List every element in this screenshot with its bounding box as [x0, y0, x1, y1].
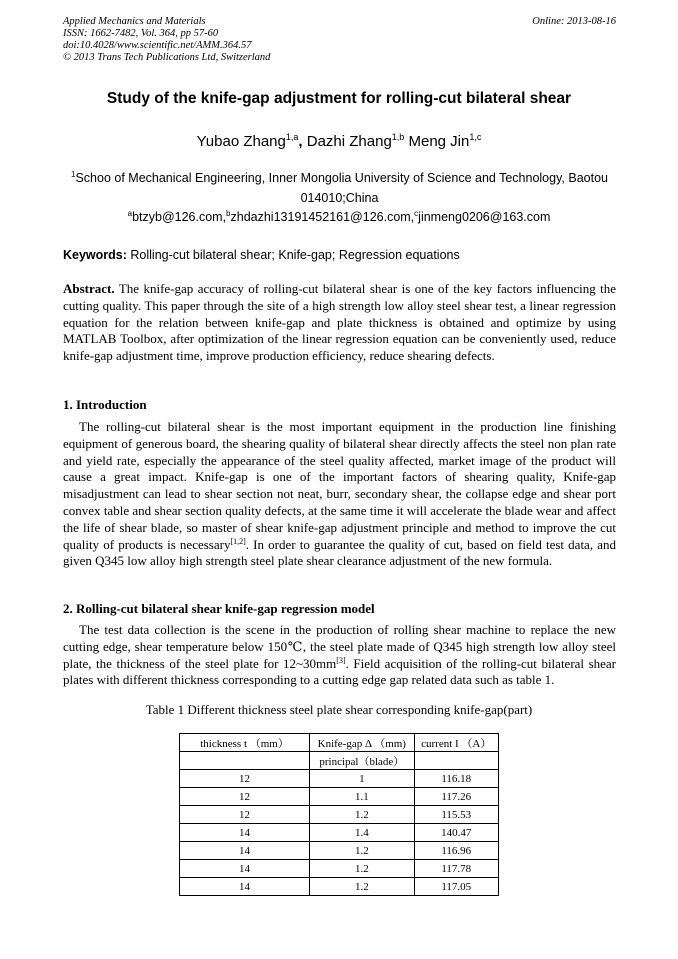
- doi-line: doi:10.4028/www.scientific.net/AMM.364.57: [63, 40, 252, 51]
- paragraph-text: . In order to guarantee the quality of cut, based on field test data, and given Q345 low alloy high strength steel plate shear clearance adjustment of the new formula.: [63, 536, 616, 569]
- table-subheader-row: [180, 752, 499, 770]
- table-cell: 14: [180, 860, 310, 878]
- table-row: [180, 860, 499, 878]
- table-cell: 1.4: [310, 824, 414, 842]
- author-name: Meng Jin: [408, 133, 470, 150]
- journal-header: [63, 16, 616, 64]
- section-heading-regression-model: 2. Rolling-cut bilateral shear knife-gap regression model: [63, 601, 375, 616]
- author-sup: 1,b: [391, 132, 405, 142]
- table-caption: Table 1 Different thickness steel plate shear corresponding knife-gap(part): [145, 702, 533, 717]
- table-cell: 14: [180, 878, 310, 896]
- keywords-text: Rolling-cut bilateral shear; Knife-gap; Regression equations: [130, 248, 460, 262]
- table-header-cell: current I （A）: [414, 734, 498, 752]
- table-cell: [414, 752, 498, 770]
- table-cell: 14: [180, 842, 310, 860]
- introduction-paragraph: [63, 419, 616, 570]
- email-sup: c: [414, 209, 419, 218]
- section-heading-introduction: 1. Introduction: [63, 397, 147, 412]
- table-cell: 12: [180, 788, 310, 806]
- table-header-cell: thickness t （mm）: [180, 734, 310, 752]
- table-header-cell: Knife-gap Δ （mm): [310, 734, 414, 752]
- affiliation-sup: 1: [71, 170, 76, 179]
- paragraph-text: The rolling-cut bilateral shear is the most important equipment in the production line finishing equipment of generous board, the shearing quality of bilateral shear directly affects the steel non plan rate and yield rate, especially the appearance of the steel quality affected, market image of the product will cause a great impact. Knife-gap is one of the important factors of shearing quality, Knife-gap misadjustment can lead to shear section not neat, burr, secondary shear, the collapse edge and shear port convex table and shear section quality defects, at the same time it will accelerate the blade wear and affect the life of shear blade, so master of shear knife-gap adjustment principle and method to improve the cut quality of products is necessary: [63, 419, 616, 552]
- table-cell: 14: [180, 824, 310, 842]
- keywords: [63, 248, 460, 262]
- paragraph-text: . Field acquisition of the rolling-cut bilateral shear plates with different thickness corresponding to a cutting edge gap related data such as table 1.: [63, 655, 617, 688]
- table-cell: 115.53: [414, 806, 498, 824]
- email-sup: b: [226, 209, 231, 218]
- email-address: btzyb@126.com,: [132, 210, 227, 224]
- paragraph-text: The test data collection is the scene in the production of rolling shear machine to replace the new cutting edge, shear temperature below 150℃, the steel plate made of Q345 high strength low alloy steel plate, the thickness of the steel plate for 12~30mm: [63, 622, 616, 671]
- table-cell: 140.47: [414, 824, 498, 842]
- citation-ref: [1,2]: [230, 536, 246, 546]
- email-list: [0, 209, 678, 224]
- citation-ref: [3]: [336, 655, 346, 665]
- table-cell: 1.2: [310, 860, 414, 878]
- table-cell: 1: [310, 770, 414, 788]
- data-table: [179, 733, 499, 896]
- keywords-label: Keywords:: [63, 248, 127, 262]
- table-header-row: [180, 734, 499, 752]
- table-cell: 116.18: [414, 770, 498, 788]
- abstract-text: The knife-gap accuracy of rolling-cut bilateral shear is one of the key factors influencing the cutting quality. This paper through the site of a high strength low alloy steel shear test, a linear regression equation for the relation between knife-gap and plate thickness is obtained and optimize by using MATLAB Toolbox, after optimization of the linear regression equation can be conveniently used, reduce knife-gap adjustment time, improve production efficiency, reduce shearing defects.: [63, 281, 617, 364]
- affiliation: [63, 165, 616, 208]
- author-list: [0, 132, 678, 150]
- abstract-label: Abstract.: [63, 281, 115, 296]
- author-name: Yubao Zhang: [196, 133, 286, 150]
- table-row: [180, 824, 499, 842]
- email-sup: a: [127, 209, 133, 218]
- table-row: [180, 806, 499, 824]
- table-cell: 116.96: [414, 842, 498, 860]
- issn-line: ISSN: 1662-7482, Vol. 364, pp 57-60: [63, 28, 219, 39]
- copyright-line: © 2013 Trans Tech Publications Ltd, Switzerland: [63, 52, 271, 63]
- table-cell: principal（blade）: [310, 752, 414, 770]
- abstract: [63, 281, 616, 365]
- table-cell: [180, 752, 310, 770]
- regression-paragraph: [63, 622, 616, 689]
- author-sup: 1,a: [285, 132, 299, 142]
- author-name: Dazhi Zhang: [306, 133, 392, 150]
- affiliation-text: Schoo of Mechanical Engineering, Inner Mongolia University of Science and Technology, Baotou 014010;China: [75, 171, 608, 205]
- journal-name: Applied Mechanics and Materials: [63, 16, 206, 27]
- paper-title: Study of the knife-gap adjustment for rolling-cut bilateral shear: [106, 90, 572, 107]
- table-row: [180, 878, 499, 896]
- table-cell: 117.05: [414, 878, 498, 896]
- table-cell: 12: [180, 770, 310, 788]
- table-cell: 1.1: [310, 788, 414, 806]
- table-cell: 1.2: [310, 878, 414, 896]
- table-cell: 117.78: [414, 860, 498, 878]
- table-cell: 1.2: [310, 842, 414, 860]
- table-row: [180, 788, 499, 806]
- table-row: [180, 770, 499, 788]
- author-sup: 1,c: [469, 132, 482, 142]
- email-address: zhdazhi13191452161@126.com,: [230, 210, 415, 224]
- online-date: Online: 2013-08-16: [532, 16, 616, 27]
- author-separator: ,: [298, 133, 307, 150]
- table-cell: 1.2: [310, 806, 414, 824]
- table-cell: 117.26: [414, 788, 498, 806]
- table-row: [180, 842, 499, 860]
- table-cell: 12: [180, 806, 310, 824]
- email-address: jinmeng0206@163.com: [418, 210, 551, 224]
